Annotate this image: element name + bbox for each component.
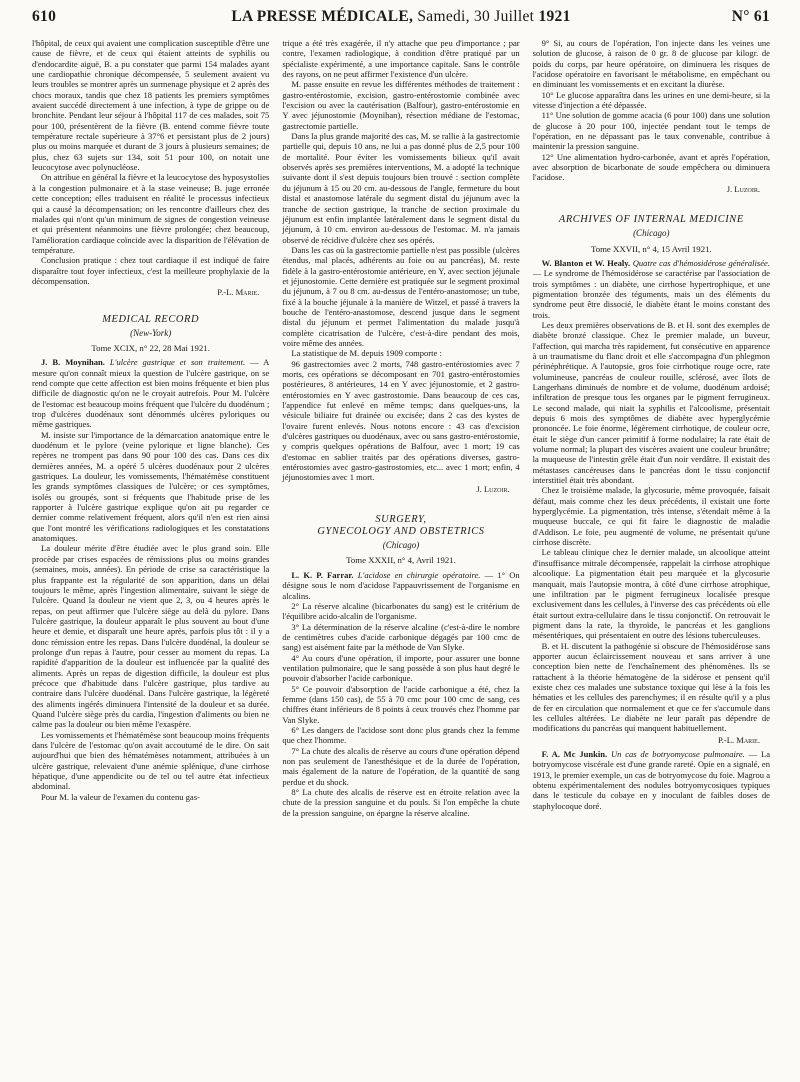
- paragraph: B. et H. discutent la pathogénie si obscure de l'hémosidérose sans apporter aucun éclaircissement nouveau et sans arriver à une conception bien nette de l'enchaînement des phénomènes. Ils se rattachent à la théorie hématogène de la sidérose et pensent qu'il existe chez ces malades une substance toxique qui lèse à la fois les hématies et les cellules des parenchymes; il en résulte qu'il y a plus de fer en circulation que normalement et que ce fer s'accumule dans les cellules altérées. Le diabète ne leur paraît pas dépendre de modifications du pancréas qui manquent habituellement.: [532, 640, 770, 734]
- text-columns: [32, 38, 770, 1078]
- page-number: 610: [32, 8, 57, 25]
- list-item: 8° La chute des alcalis de réserve est en étroite relation avec la chute de la pression sanguine et du pouls. Si l'on empêche la chute de la pression sanguine, on épargne la réserve alcaline.: [282, 787, 520, 818]
- paragraph: M. passe ensuite en revue les différentes méthodes de traitement : gastro-entérostomie, excision, gastro-entérostomie combinée avec l'excision ou avec la cautérisation (Balfour), gastro-entérostomie en Y avec jéjunostomie (Moynihan), résection médiane de l'estomac, gastrectomie partielle.: [282, 79, 520, 131]
- list-item: 2° La réserve alcaline (bicarbonates du sang) est le critérium de l'équilibre acido-alcalin de l'organisme.: [282, 600, 520, 622]
- article-title: L'ulcère gastrique et son traitement.: [109, 357, 246, 368]
- article-author: W. Blanton et W. Healy.: [541, 257, 631, 268]
- article-author: F. A. Mc Junkin.: [541, 749, 608, 759]
- article-author: L. K. P. Farrar.: [291, 569, 354, 580]
- list-item: 10° Le glucose apparaîtra dans les urines en une demi-heure, si la vitesse d'injection a été dépassée.: [532, 89, 770, 111]
- article-author: J. B. Moynihan.: [41, 357, 105, 368]
- paragraph: La statistique de M. depuis 1909 comporte :: [291, 348, 442, 359]
- paragraph: Le tableau clinique chez le dernier malade, un alcoolique atteint d'insuffisance mitrale décompensée, rappelait la cirrhose atrophique alcoolique. La pigmentation était peu marquée et la glycosurie manquait, mais l'autopsie montra, à côté d'une cirrhose atrophique, une infiltration par le pigment ferrugineux localisée presque exclusivement dans les cellules, à l'inverse des cas précédents où elle était surtout extra-cellulaire dans le tissu conjonctif. On retrouvait le pigment dans la rate, la thyroïde, le pancréas et les ganglions mésentériques, qui présentaient en outre des lésions tuberculeuses.: [532, 547, 770, 641]
- paragraph: M. insiste sur l'importance de la démarcation anatomique entre le duodénum et le pylore (veine pylorique et ligne blanche). Ces repères ne trompent pas dans 90 pour 100 des cas. Dans ces dix dernières années, M. a opéré 5 ulcères duodénaux pour 2 ulcères gastriques. La douleur, les vomissements, l'hématémèse constituent les grands symptômes classiques de l'ulcère; or ces symptômes, isolés ou groupés, sont si fréquents que l'habitude prise de les rapporter à l'ulcère gastrique explique qu'on ait pu regarder ce dernier comme relativement fréquent, alors qu'il n'en est rien ainsi que l'ont montré les vérifications radiologiques et les constatations anatomiques.: [32, 429, 270, 544]
- paragraph: Les vomissements et l'hématémèse sont beaucoup moins fréquents dans l'ulcère de l'estomac qu'on avait accoutumé de le dire. On sait aujourd'hui que bien des hématémèses notamment, attribuées à un ulcère gastrique, relevaient d'une anémie splénique, d'une cirrhose hépatique, d'une appendicite ou de tel ou tel autre état infectieux abdominal.: [32, 729, 270, 792]
- issue-date: Samedi, 30 Juillet: [417, 8, 535, 25]
- tome-line: Tome XXVII, n° 4, 15 Avril 1921.: [590, 243, 712, 254]
- paragraph: Dans la plus grande majorité des cas, M. se rallie à la gastrectomie partielle qui, depuis 10 ans, ne lui a pas donné plus de 2,5 pour 100 de mortalité. Pour éviter les vomissements bilieux qu'il avait observés après ses premières interventions, M. a adopté la technique suivante dont il s'est depuis toujours bien trouvé : section complète du jéjunum à 15 ou 20 cm. au-dessous de l'angle, fermeture du bout distal et anastomose latérale du segment distal du jéjunum avec la tranche de section gastrique, la tranche de section proximale du jéjunum est enfin implantée latéralement dans le segment distal du jéjunum, à 10 cm. environ au-dessous de l'estomac. M. n'a jamais observé de récidive d'ulcère chez ses opérés.: [282, 131, 520, 245]
- list-item: 7° La chute des alcalis de réserve au cours d'une opération dépend non pas seulement de l'anesthésique et de la durée de l'opération, mais également de la nature de l'opération, de la quantité de sang perdue et du shock.: [282, 745, 520, 787]
- section-title: [282, 514, 519, 538]
- signature: J. Luzoir.: [476, 483, 510, 494]
- signature: P.-L. Marie.: [217, 287, 260, 298]
- section-title: MEDICAL RECORD: [102, 313, 200, 325]
- paragraph: Pour M. la valeur de l'examen du contenu gas-: [41, 791, 200, 802]
- list-item: 11° Une solution de gomme acacia (6 pour 100) dans une solution de glucose à 20 pour 100, injectée pendant tout le temps de l'opération, en ne dépassant pas le taux convenable, contribue à maintenir la pression sanguine.: [532, 110, 770, 152]
- paragraph: La douleur mérite d'être étudiée avec le plus grand soin. Elle procède par crises espacées de rémissions plus ou moins grandes (semaines, mois, années). En période de crise sa caractéristique la plus frappante est la régularité de son apparition, dans un délai toujours le même, après l'ingestion alimentaire, suivant le siège de l'ulcère. Quand la douleur ne vient que 2, 3, ou 4 heures après le repas, on peut affirmer que l'ulcère siège au delà du pylore. Dans l'ulcère gastrique, la douleur apparaît le plus souvent au bout d'une heure et demie, et disparaît une heure après, parfois plus tôt : il y a donc rémission entre les repas. Dans l'ulcère duodénal, la douleur se prolonge d'un repas à l'autre, pour cesser au moment du repas. La rapidité d'apparition de la douleur est influencée par la qualité des aliments. Après un repas de digestion difficile, la douleur est plus précoce que d'habitude dans l'ulcère gastrique, plus tardive au contraire dans l'ulcère duodénal. Dans l'ulcère gastrique, la légèreté des aliments ingérés diminuera l'intensité de la douleur et sa durée. Quand l'ulcère siège près du cardia, l'ingestion d'aliments ou bien ne calme pas la douleur ou bien même l'exaspère.: [32, 543, 270, 730]
- paragraph: Dans les cas où la gastrectomie partielle n'est pas possible (ulcères étendus, mal placés, adhérents au foie ou au pancréas), M. reste fidèle à la gastro-entérostomie antérieure, en Y, avec section jéjunale et jéjunostomie. Cette dernière est pratiquée sur le segment proximal du jéjunum, à 7 ou 8 cm. au-dessus de l'entéro-anastomose; un tube, fixé à la bouche jéjunale à la manière de Witzel, et passé à travers la bouche de l'entéro-anastomose, descend jusque dans le segment distal du jéjunum et permet l'alimentation du malade jusqu'à complète cicatrisation de l'ulcère, c'est-à-dire pendant des mois, voire même des années.: [282, 244, 520, 348]
- article-title: Quatre cas d'hémosidérose généralisée.: [632, 257, 770, 268]
- paragraph: Conclusion pratique : chez tout cardiaque il est indiqué de faire disparaître tout foyer infectieux, c'est la meilleure prophylaxie de la décompensation.: [32, 255, 270, 286]
- article-text: — La botryomycose viscérale est d'une grande rareté. Opie en a signalé, en 1913, le premier exemple, un cas de botryomycose du foie. Magrou a obtenu expérimentalement des nodules botryomycosiques typiques dans le testicule du cobaye en y inoculant de faibles doses de staphylocoque doré.: [532, 749, 770, 811]
- signature: J. Luzoir.: [726, 183, 760, 194]
- section-subtitle: (Chicago): [633, 228, 670, 239]
- section-subtitle: (Chicago): [382, 540, 420, 551]
- paragraph: trique a été très exagérée, il n'y attache que peu d'importance ; par contre, l'examen radiologique, à condition d'être pratiqué par un spécialiste expérimenté, a une importance capitale. Sans le contrôle des rayons, on ne peut affirmer l'existence d'un ulcère.: [282, 38, 520, 80]
- journal-name: LA PRESSE MÉDICALE,: [231, 8, 414, 25]
- list-item: 9° Si, au cours de l'opération, l'on injecte dans les veines une solution de glucose, à raison de 0 gr. 8 de glucose par kilogr. de poids du corps, par heure opératoire, on diminuera les risques de l'acidose opératoire en favorisant le métabolisme, en empêchant ou en diminuant les vomissements et en excitant la diurèse.: [532, 38, 770, 90]
- issue-number: N° 61: [731, 8, 770, 25]
- paragraph: Chez le troisième malade, la glycosurie, même provoquée, faisait défaut, mais comme chez les deux précédents, il existait une forte hyperglycémie. La pigmentation, très intense, s'étendait même à la muqueuse buccale, ce qui fit faire le diagnostic de maladie d'Addison. Le foie, peu augmenté de volume, ne présentait qu'une cirrhose discrète.: [532, 485, 770, 548]
- article-lead: [282, 570, 519, 601]
- article-lead: [533, 749, 770, 811]
- paragraph: l'hôpital, de ceux qui avaient une complication susceptible d'être une cause de fièvre, et de ceux qui étaient atteints de syphilis ou d'endocardite aiguë, B. a pu constater que parmi 154 malades ayant une cardiopathie chronique décompensée, 5 seulement avaient vu leurs troubles se montrer après un surmenage physique et 2 après des chocs moraux, tandis que chez 18 patients les premiers symptômes avaient succédé directement à une infection, à type de grippe ou de bronchite. Pendant leur séjour à l'hôpital 117 de ces malades, soit 75 pour 100, présentèrent de la fièvre (B. entend comme fièvre toute température rectale supérieure à 37°6 et persistant plus de 2 jours) plus ou moins marquée et durant de 3 jours à plusieurs semaines; de plus, chez 63 sujets sur 134, soit 51 pour 100, on notait une leucocytose avec polynucléose.: [32, 38, 270, 173]
- article-lead: [32, 357, 269, 429]
- issue-year: 1921: [538, 8, 571, 25]
- tome-line: Tome XCIX, n° 22, 28 Mai 1921.: [91, 342, 210, 353]
- column-1: [32, 38, 269, 1078]
- paragraph: 96 gastrectomies avec 2 morts, 748 gastro-entérostomies avec 7 morts, ces opérations se décomposant en 701 gastro-entérostomies postérieures, 8 antérieures, 14 en Y avec jéjunostomie, et 2 gastro-entérostomies en Y avec gastrostomie. Dans beaucoup de ces cas, l'appendice fut enlevé en même temps; dans quelques-uns, la vésicule biliaire fut drainée ou excisée; dans 2 cas des kystes de l'ovaire furent enlevés. Nous notons encore : 43 cas d'excision d'ulcères gastriques ou duodénaux, avec ou sans gastro-entérostomie, y compris quelques opérations de Balfour, avec 1 mort; 19 cas d'estomac en sablier traités par des opérations diverses, gastro-entérostomies avec gastro-gastrostomies, etc... avec 1 mort; enfin, 4 jéjunostomies avec 1 mort.: [282, 358, 520, 483]
- section-title-line: GYNECOLOGY AND OBSTETRICS: [317, 526, 485, 538]
- article-text: — A mesure qu'on connaît mieux la question de l'ulcère gastrique, on se rend compte que cette affection est bien moins fréquente et bien plus difficile de diagnostic qu'on ne le croyait autrefois. Pour M. l'ulcère de l'estomac est beaucoup moins fréquent que l'ulcère du duodénum ; trop d'ulcères duodénaux sont dénommés ulcères pyloriques ou même gastriques.: [32, 357, 270, 430]
- article-text: — Le syndrome de l'hémosidérose se caractérise par l'association de trois symptômes : un diabète, une cirrhose hypertrophique, et une pigmentation bronzée des téguments, mais un des éléments du syndrome peut être dissocié, le diabète étant le moins constant des trois.: [532, 268, 770, 320]
- list-item: 3° La détermination de la réserve alcaline (c'est-à-dire le nombre de centimètres cubes d'acide carbonique dégagés par 100 cmc de sang) est aisément faite par la méthode de Van Slyke.: [282, 621, 520, 653]
- column-3: [533, 38, 770, 1078]
- section-title: ARCHIVES OF INTERNAL MEDICINE: [558, 214, 744, 226]
- signature: P.-L. Marie.: [717, 734, 760, 745]
- article-text: — 1° On désigne sous le nom d'acidose l'appauvrissement de l'organisme en alcalins.: [282, 569, 520, 601]
- list-item: 4° Au cours d'une opération, il importe, pour assurer une bonne ventilation pulmonaire, que le sang possède à son plus haut degré le pouvoir d'absorber l'acide carbonique.: [282, 652, 520, 684]
- tome-line: Tome XXXII, n° 4, Avril 1921.: [346, 555, 456, 566]
- article-title: L'acidose en chirurgie opératoire.: [357, 569, 481, 580]
- list-item: 6° Les dangers de l'acidose sont donc plus grands chez la femme que chez l'homme.: [282, 724, 520, 746]
- article-title: Un cas de botryomycose pulmonaire.: [610, 749, 745, 759]
- paragraph: Les deux premières observations de B. et H. sont des exemples de diabète bronzé classique. Chez le premier malade, un buveur, l'affection, qui marcha très rapidement, fut consécutive en apparence à un traumatisme du flanc droit et elle s'accompagna d'un phlegmon périnéphrétique. A l'autopsie, gros foie cirrhotique rouge ocre, rate volumineuse, pancréas de couleur rouille, sclérosé, avec îlots de Langerhans diminués de nombre et de volume, duodénum ardoisé; infiltration de presque tous les organes par le pigment ferrugineux. Le second malade, qui niait la syphilis et l'alcoolisme, présentait depuis 6 mois des symptômes de diabète avec hyperglycémie prononcée. Le foie énorme, légèrement cirrhotique, de couleur ocre, était le siège d'un cancer primitif à forme nodulaire; la rate était de volume normal; la plupart des viscères avaient une couleur brunâtre; la muqueuse de l'intestin grêle était d'un noir verdâtre. Il existait des métastases cancéreuses dans le pancréas dont le tissu conjonctif interstitiel était très abondant.: [532, 319, 770, 486]
- page-header: [32, 8, 770, 32]
- paragraph: On attribue en général la fièvre et la leucocytose des hyposystolies à la congestion pulmonaire et à la stase veineuse; B. juge erronée cette conception; elles traduisent en réalité le processus infectieux qui a causé la décompensation; on les rencontre d'ailleurs chez des malades qui n'ont qu'un minimum de signes de congestion veineuse et qui présentent néanmoins une fièvre prolongée; chez beaucoup, l'amélioration cardiaque coïncide avec la disparition de l'élévation de température.: [32, 172, 270, 255]
- running-title: [112, 8, 690, 26]
- article-lead: [533, 258, 770, 320]
- list-item: 12° Une alimentation hydro-carbonée, avant et après l'opération, avec absorption de bicarbonate de soude empêchera ou diminuera l'acidose.: [532, 151, 770, 183]
- section-title-line: SURGERY,: [375, 514, 427, 526]
- column-2: [282, 38, 519, 1078]
- section-subtitle: (New-York): [130, 327, 172, 338]
- list-item: 5° Ce pouvoir d'absorption de l'acide carbonique a été, chez la femme (dans 150 cas), de 55 à 70 cmc pour 100 cmc de sang, ces chiffres étant inférieurs de 8 points à ceux trouvés chez l'homme par Van Slyke.: [282, 683, 520, 725]
